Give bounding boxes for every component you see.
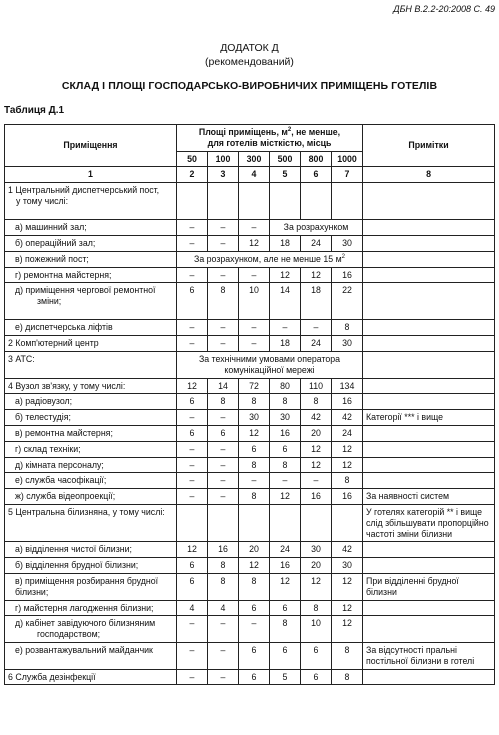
table-row: [5, 235, 495, 251]
value-cell: –: [177, 441, 208, 457]
premises-cell: 2 Комп'ютерний центр: [5, 336, 177, 352]
premises-cell: а) відділення чистої білизни;: [5, 542, 177, 558]
value-cell: 16: [332, 267, 363, 283]
value-cell: 8: [239, 394, 270, 410]
value-cell: –: [239, 267, 270, 283]
appendix-subtitle: (рекомендований): [205, 56, 294, 68]
value-cell: –: [177, 473, 208, 489]
value-cell: 8: [239, 489, 270, 505]
value-cell: –: [208, 235, 239, 251]
value-cell: 6: [177, 394, 208, 410]
index-cell: 7: [332, 167, 363, 183]
value-cell: 8: [270, 394, 301, 410]
document-reference: ДБН В.2.2-20:2008 С. 49: [393, 4, 495, 14]
value-cell: 12: [270, 489, 301, 505]
premises-cell: а) машинний зал;: [5, 220, 177, 236]
value-cell: 134: [332, 378, 363, 394]
value-cell: 12: [301, 267, 332, 283]
value-cell: 8: [301, 394, 332, 410]
value-cell: 16: [270, 558, 301, 574]
premises-cell: е) диспетчерська ліфтів: [5, 320, 177, 336]
col-header-premises: Приміщення: [5, 125, 177, 167]
value-cell: 12: [301, 441, 332, 457]
value-cell: 30: [332, 336, 363, 352]
table-row: [5, 573, 495, 600]
table-row: [5, 542, 495, 558]
value-cell: 12: [270, 267, 301, 283]
premises-name: д) кабінет завідуючого білизняним: [15, 618, 156, 629]
value-cell: 8: [332, 642, 363, 669]
appendix-heading: [0, 41, 499, 69]
value-cell: 6: [239, 642, 270, 669]
column-index-row: [5, 167, 495, 183]
premises-cell: г) майстерня лагодження білизни;: [5, 600, 177, 616]
value-cell: –: [177, 669, 208, 685]
value-cell: –: [239, 473, 270, 489]
value-cell: 24: [301, 336, 332, 352]
value-cell: 30: [270, 410, 301, 426]
col-header-area: [177, 125, 363, 152]
table-row: [5, 489, 495, 505]
premises-table: [4, 124, 495, 685]
value-cell: 6: [301, 669, 332, 685]
value-cell: –: [239, 616, 270, 643]
value-cell: 42: [301, 410, 332, 426]
value-cell: 12: [301, 573, 332, 600]
value-cell: –: [270, 473, 301, 489]
note-cell: При відділенні брудної білизни: [363, 573, 495, 600]
value-cell: –: [208, 336, 239, 352]
header-row: [5, 125, 495, 152]
merged-value-cell: За технічними умовами оператора комунікаційної мережі: [177, 351, 363, 378]
premises-name-cont: у тому числі:: [16, 195, 69, 206]
value-cell: 18: [301, 283, 332, 320]
premises-name-cont: господарством;: [37, 629, 101, 640]
index-cell: 5: [270, 167, 301, 183]
table-row: [5, 558, 495, 574]
value-cell: –: [208, 457, 239, 473]
premises-name-cont: зміни;: [37, 296, 62, 307]
value-cell: –: [208, 410, 239, 426]
table-row: [5, 336, 495, 352]
value-cell: 12: [177, 378, 208, 394]
premises-cell: д) кімната персоналу;: [5, 457, 177, 473]
value-cell: 16: [270, 425, 301, 441]
table-row: [5, 616, 495, 643]
value-cell: 12: [239, 425, 270, 441]
value-cell: 8: [270, 457, 301, 473]
value-cell: 30: [332, 558, 363, 574]
value-cell: –: [208, 220, 239, 236]
value-cell: –: [177, 410, 208, 426]
value-cell: 6: [270, 441, 301, 457]
premises-name: в) приміщення розбирання брудної: [15, 575, 159, 586]
value-cell: 4: [177, 600, 208, 616]
value-cell: 12: [239, 558, 270, 574]
value-cell: 8: [332, 320, 363, 336]
capacity-cell: 800: [301, 151, 332, 167]
capacity-cell: 500: [270, 151, 301, 167]
note-cell: Категорії *** і вище: [363, 410, 495, 426]
premises-cell: 5 Центральна білизняна, у тому числі:: [5, 504, 177, 541]
value-cell: 12: [239, 235, 270, 251]
index-cell: 3: [208, 167, 239, 183]
value-cell: 6: [270, 642, 301, 669]
value-cell: 12: [332, 616, 363, 643]
value-cell: 12: [301, 457, 332, 473]
table-row: [5, 267, 495, 283]
value-cell: 80: [270, 378, 301, 394]
table-row: [5, 220, 495, 236]
value-cell: 12: [332, 457, 363, 473]
value-cell: –: [177, 235, 208, 251]
value-cell: –: [177, 457, 208, 473]
capacity-cell: 100: [208, 151, 239, 167]
value-cell: 10: [301, 616, 332, 643]
table-row: [5, 457, 495, 473]
area-header-text: Площі приміщень, м: [198, 127, 288, 137]
value-cell: 24: [332, 425, 363, 441]
value-cell: 12: [332, 441, 363, 457]
table-row: [5, 473, 495, 489]
premises-name: 1 Центральний диспетчерський пост,: [8, 185, 160, 196]
value-cell: 8: [239, 457, 270, 473]
value-cell: 12: [332, 600, 363, 616]
premises-cell: 6 Служба дезінфекції: [5, 669, 177, 685]
value-cell: 72: [239, 378, 270, 394]
value-cell: –: [208, 320, 239, 336]
area-header-text-end: , не менше,: [291, 127, 341, 137]
value-cell: –: [208, 616, 239, 643]
col-header-notes: Примітки: [363, 125, 495, 167]
value-cell: 20: [301, 425, 332, 441]
premises-cell: а) радіовузол;: [5, 394, 177, 410]
value-cell: –: [301, 473, 332, 489]
premises-cell: в) ремонтна майстерня;: [5, 425, 177, 441]
value-cell: 42: [332, 542, 363, 558]
value-cell: –: [301, 320, 332, 336]
value-cell: 6: [239, 441, 270, 457]
value-cell: –: [177, 642, 208, 669]
value-cell: 6: [177, 425, 208, 441]
value-cell: 12: [177, 542, 208, 558]
area-header-subtext: для готелів місткістю, місць: [207, 137, 332, 148]
page-title: СКЛАД І ПЛОЩІ ГОСПОДАРСЬКО-ВИРОБНИЧИХ ПРИМІЩЕНЬ ГОТЕЛІВ: [61, 80, 438, 92]
value-cell: –: [239, 220, 270, 236]
value-cell: 110: [301, 378, 332, 394]
value-cell: 16: [208, 542, 239, 558]
value-cell: 30: [332, 235, 363, 251]
premises-cell: е) служба часофікації;: [5, 473, 177, 489]
value-cell: 22: [332, 283, 363, 320]
table-row: [5, 351, 495, 378]
index-cell: 4: [239, 167, 270, 183]
value-cell: –: [239, 336, 270, 352]
value-cell: 18: [270, 336, 301, 352]
value-cell: 6: [177, 573, 208, 600]
premises-cell: [5, 183, 177, 220]
value-cell: –: [208, 642, 239, 669]
value-cell: –: [208, 473, 239, 489]
value-cell: 6: [177, 558, 208, 574]
value-cell: –: [177, 336, 208, 352]
merged-value-sup: 2: [341, 253, 345, 260]
value-cell: 5: [270, 669, 301, 685]
value-cell: 4: [208, 600, 239, 616]
capacity-cell: 300: [239, 151, 270, 167]
value-cell: –: [177, 320, 208, 336]
value-cell: 6: [239, 600, 270, 616]
premises-cell: б) відділення брудної білизни;: [5, 558, 177, 574]
value-cell: –: [270, 320, 301, 336]
table-row: [5, 410, 495, 426]
value-cell: 6: [177, 283, 208, 320]
value-cell: –: [239, 320, 270, 336]
premises-cell: б) операційний зал;: [5, 235, 177, 251]
value-cell: 6: [301, 642, 332, 669]
index-cell: 8: [363, 167, 495, 183]
premises-cell: г) ремонтна майстерня;: [5, 267, 177, 283]
value-cell: 16: [332, 489, 363, 505]
value-cell: 8: [208, 558, 239, 574]
value-cell: 18: [270, 235, 301, 251]
merged-value-cell: За розрахунком: [270, 220, 363, 236]
premises-cell: [5, 616, 177, 643]
value-cell: –: [208, 441, 239, 457]
note-cell: У готелях категорій ** і вище слід збільшувати пропорційно частоті зміни білизни: [363, 504, 495, 541]
note-cell: За відсутності пральні постільної білизни в готелі: [363, 642, 495, 669]
note-cell: За наявності систем: [363, 489, 495, 505]
index-cell: 6: [301, 167, 332, 183]
value-cell: 30: [301, 542, 332, 558]
appendix-title: ДОДАТОК Д: [220, 42, 279, 54]
value-cell: 8: [208, 394, 239, 410]
value-cell: 8: [332, 669, 363, 685]
premises-cell: е) розвантажувальний майданчик: [5, 642, 177, 669]
value-cell: 20: [239, 542, 270, 558]
value-cell: 8: [239, 573, 270, 600]
premises-name-cont: білизни;: [15, 586, 49, 597]
capacity-cell: 1000: [332, 151, 363, 167]
value-cell: 14: [270, 283, 301, 320]
table-row: [5, 441, 495, 457]
value-cell: 6: [270, 600, 301, 616]
premises-cell: г) склад техніки;: [5, 441, 177, 457]
premises-cell: б) телестудія;: [5, 410, 177, 426]
value-cell: 16: [332, 394, 363, 410]
value-cell: 8: [208, 283, 239, 320]
value-cell: 8: [270, 616, 301, 643]
table-row: [5, 504, 495, 541]
table-row: [5, 394, 495, 410]
value-cell: 14: [208, 378, 239, 394]
table-row: [5, 425, 495, 441]
table-row: [5, 600, 495, 616]
merged-value-text: За розрахунком, але не менше 15 м: [194, 253, 342, 264]
premises-cell: ж) служба відеопроекції;: [5, 489, 177, 505]
value-cell: 16: [301, 489, 332, 505]
index-cell: 1: [5, 167, 177, 183]
premises-cell: в) пожежний пост;: [5, 251, 177, 267]
value-cell: 8: [208, 573, 239, 600]
value-cell: 12: [332, 573, 363, 600]
table-label: Таблиця Д.1: [4, 105, 65, 116]
value-cell: 6: [239, 669, 270, 685]
table-row: [5, 669, 495, 685]
area-header-sup: 2: [287, 127, 292, 134]
value-cell: –: [208, 267, 239, 283]
value-cell: 10: [239, 283, 270, 320]
table-row: [5, 378, 495, 394]
premises-name: д) приміщення чергової ремонтної: [15, 285, 156, 296]
table-row: [5, 283, 495, 320]
merged-value-cell: [177, 251, 363, 267]
value-cell: 42: [332, 410, 363, 426]
value-cell: 20: [301, 558, 332, 574]
value-cell: 8: [301, 600, 332, 616]
value-cell: –: [208, 489, 239, 505]
table-row: [5, 642, 495, 669]
value-cell: 12: [270, 573, 301, 600]
value-cell: –: [177, 616, 208, 643]
value-cell: –: [177, 220, 208, 236]
value-cell: –: [177, 489, 208, 505]
table-row: [5, 320, 495, 336]
value-cell: 6: [208, 425, 239, 441]
value-cell: 24: [270, 542, 301, 558]
capacity-cell: 50: [177, 151, 208, 167]
premises-cell: 3 АТС:: [5, 351, 177, 378]
value-cell: 24: [301, 235, 332, 251]
premises-cell: [5, 283, 177, 320]
premises-cell: [5, 573, 177, 600]
index-cell: 2: [177, 167, 208, 183]
value-cell: –: [177, 267, 208, 283]
value-cell: –: [208, 669, 239, 685]
value-cell: 30: [239, 410, 270, 426]
table-row: [5, 183, 495, 220]
premises-cell: 4 Вузол зв'язку, у тому числі:: [5, 378, 177, 394]
value-cell: 8: [332, 473, 363, 489]
table-row: [5, 251, 495, 267]
